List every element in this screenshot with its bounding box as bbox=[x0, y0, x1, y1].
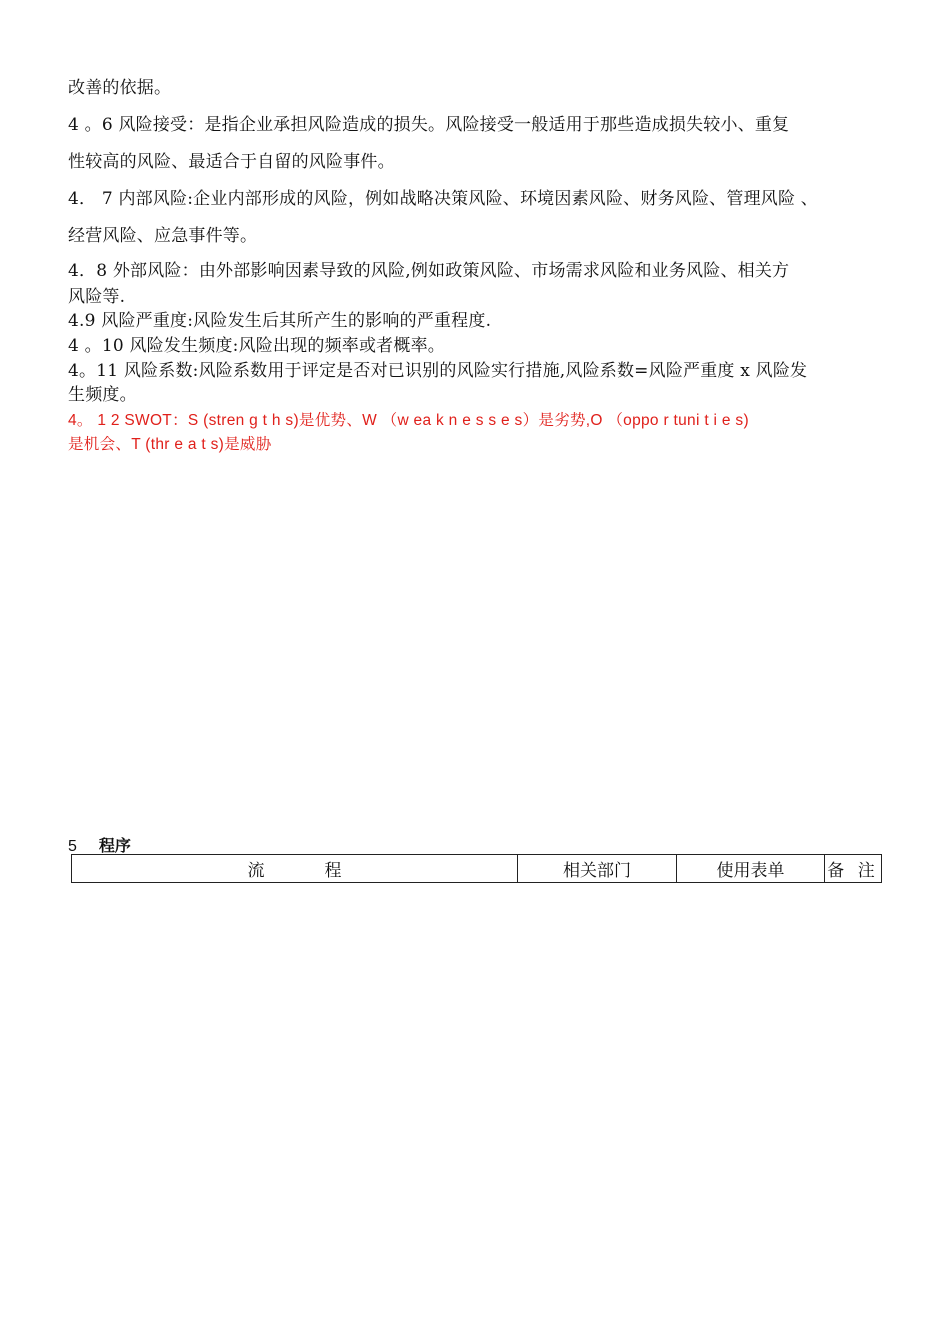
section-number: 5 bbox=[68, 838, 77, 855]
paragraph-line-4: 4． 7 内部风险:企业内部形成的风险，例如战略决策风险、环境因素风险、财务风险、管理风险 、 bbox=[68, 189, 818, 209]
paragraph-line-11: 生频度。 bbox=[68, 385, 137, 405]
header-forms: 使用表单 bbox=[677, 855, 825, 883]
swot-line-2: 是机会、T (thr e a t s)是威胁 bbox=[68, 436, 272, 453]
paragraph-line-3: 性较高的风险、最适合于自留的风险事件。 bbox=[68, 152, 395, 172]
section-title: 程序 bbox=[98, 838, 131, 855]
header-flow: 流程 bbox=[72, 855, 518, 883]
paragraph-line-10: 4。11 风险系数:风险系数用于评定是否对已识别的风险实行措施,风险系数=风险严重度 x 风险发 bbox=[68, 361, 808, 381]
paragraph-line-1: 改善的依据。 bbox=[68, 78, 172, 98]
swot-line-1: 4。 1 2 SWOT：S (stren g t h s)是优势、W （w ea k n e s s e s）是劣势,O （oppo r tuni t i e s) bbox=[68, 412, 749, 429]
section-heading bbox=[68, 833, 131, 856]
paragraph-line-2: 4 。6 风险接受：是指企业承担风险造成的损失。风险接受一般适用于那些造成损失较小、重复 bbox=[68, 115, 790, 135]
procedure-table bbox=[71, 854, 882, 883]
paragraph-line-6: 4．8 外部风险：由外部影响因素导致的风险,例如政策风险、市场需求风险和业务风险、相关方 bbox=[68, 261, 790, 281]
paragraph-line-8: 4.9 风险严重度:风险发生后其所产生的影响的严重程度. bbox=[68, 311, 492, 331]
header-department: 相关部门 bbox=[518, 855, 677, 883]
paragraph-line-5: 经营风险、应急事件等。 bbox=[68, 226, 258, 246]
table-header-row bbox=[72, 855, 882, 883]
paragraph-line-9: 4 。10 风险发生频度:风险出现的频率或者概率。 bbox=[68, 336, 445, 356]
paragraph-line-7: 风险等. bbox=[68, 287, 126, 307]
header-remarks: 备 注 bbox=[825, 855, 882, 883]
